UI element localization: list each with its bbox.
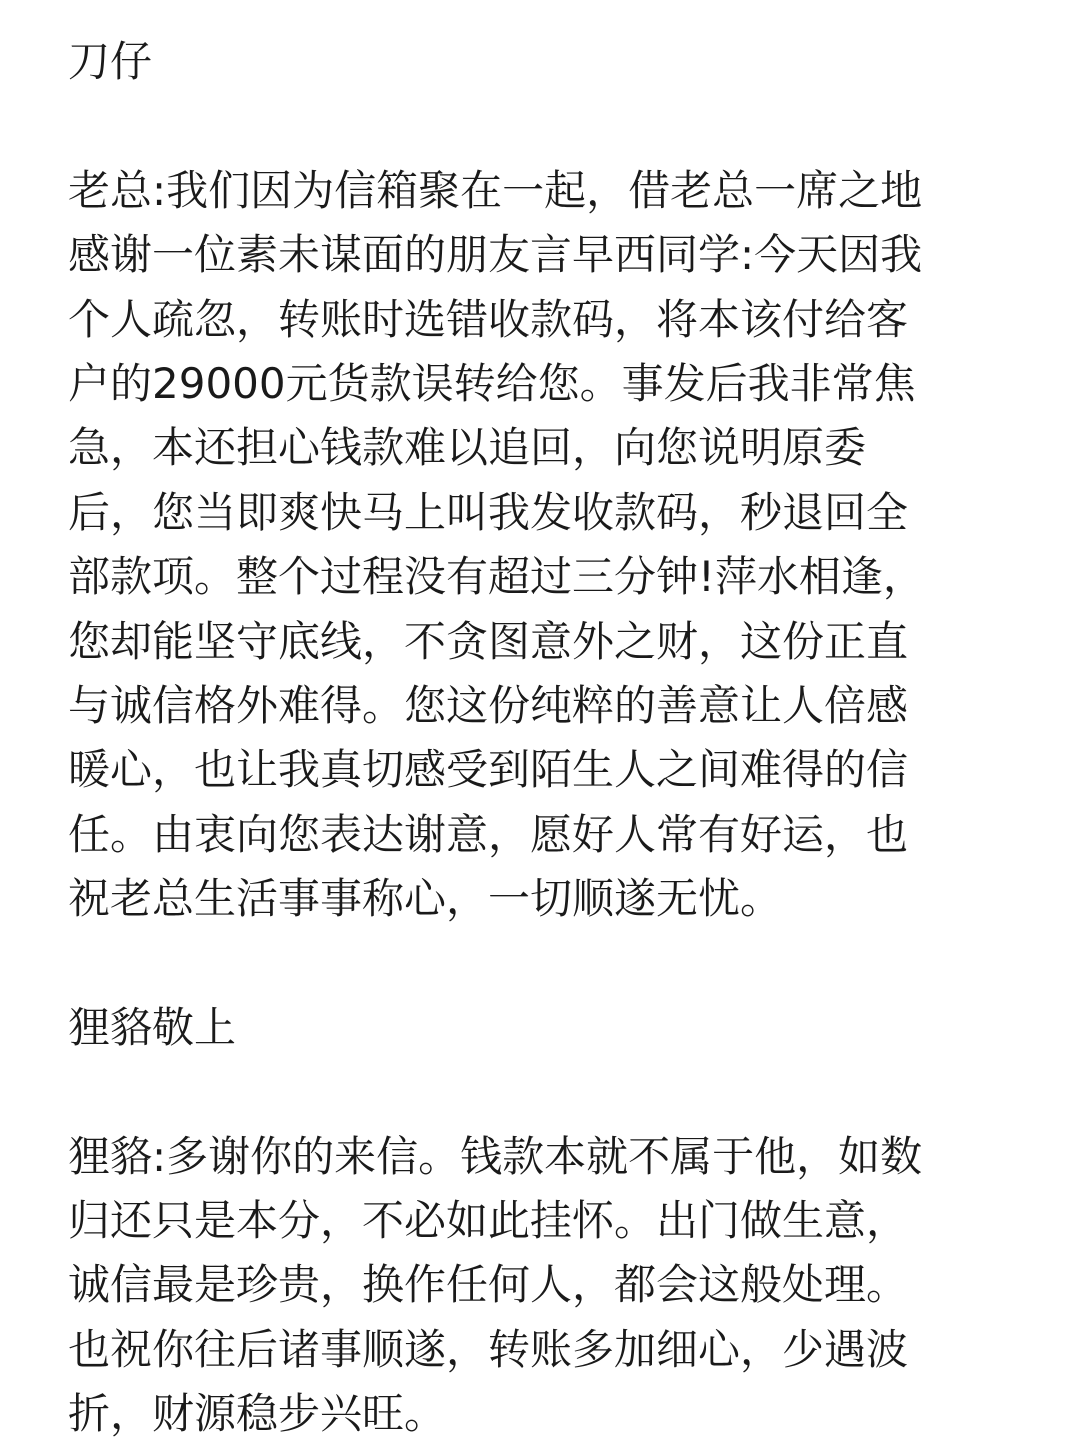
text-line: 后，您当即爽快马上叫我发收款码，秒退回全 xyxy=(68,487,909,537)
text-line: 也祝你往后诸事顺遂，转账多加细心，少遇波 xyxy=(68,1324,909,1374)
blank-line xyxy=(68,1060,1018,1124)
text-line: 部款项。整个过程没有超过三分钟!萍水相逢， xyxy=(68,552,925,602)
note-text xyxy=(68,30,1018,1447)
text-line: 刀仔 xyxy=(68,37,153,86)
text-line: 户的29000元货款误转给您。事发后我非常焦 xyxy=(68,358,916,408)
text-line: 祝老总生活事事称心，一切顺遂无忧。 xyxy=(68,874,783,924)
text-line: 个人疏忽，转账时选错收款码，将本该付给客 xyxy=(68,294,909,344)
blank-line xyxy=(68,94,1018,158)
blank-line xyxy=(68,931,1018,995)
text-line: 狸貉:多谢你的来信。钱款本就不属于他，如数 xyxy=(68,1131,923,1181)
text-line: 您却能坚守底线，不贪图意外之财，这份正直 xyxy=(68,616,909,666)
text-line: 与诚信格外难得。您这份纯粹的善意让人倍感 xyxy=(68,680,909,730)
text-line: 暖心，也让我真切感受到陌生人之间难得的信 xyxy=(68,745,909,795)
text-line: 感谢一位素未谋面的朋友言早西同学:今天因我 xyxy=(68,230,923,280)
text-line: 急，本还担心钱款难以追回，向您说明原委 xyxy=(68,423,867,473)
text-line: 诚信最是珍贵，换作任何人，都会这般处理。 xyxy=(68,1260,909,1310)
text-line: 狸貉敬上 xyxy=(68,1002,237,1052)
text-line: 折，财源稳步兴旺。 xyxy=(68,1389,447,1439)
text-line: 老总:我们因为信箱聚在一起，借老总一席之地 xyxy=(68,165,923,215)
text-line: 任。由衷向您表达谢意，愿好人常有好运，也 xyxy=(68,809,909,859)
text-line: 归还只是本分，不必如此挂怀。出门做生意， xyxy=(68,1196,909,1246)
